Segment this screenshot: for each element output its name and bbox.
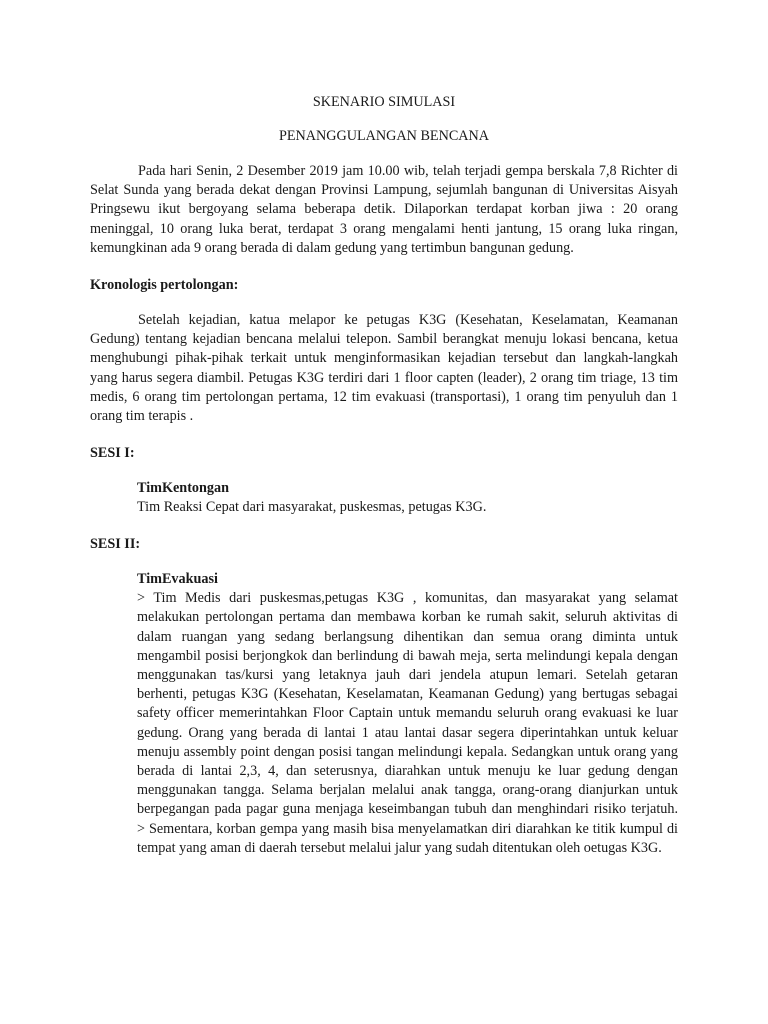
- sesi-1-heading: SESI I:: [90, 445, 135, 462]
- sesi-1-block: [137, 479, 678, 517]
- sesi-2-point-1: > Tim Medis dari puskesmas,petugas K3G , komunitas, dan masyarakat yang selamat melakukan pertolongan pertama dan membawa korban ke rumah sakit, seluruh aktivitas di dalam ruangan yang sedang berlangsung dihentikan dan semua orang diminta untuk mengambil posisi berjongkok dan berlindung di bawah meja, serta melindungi kepala dengan menggunakan tas/kursi yang letaknya jauh dari jendela atupun lemari. Setelah getaran berhenti, petugas K3G (Kesehatan, Keselamatan, Keamanan Gedung) yang bertugas sebagai safety officer memerintahkan Floor Captain untuk memandu seluruh orang evakuasi ke luar gedung. Orang yang berada di lantai 1 atau lantai dasar segera diperintahkan untuk keluar menuju assembly point dengan posisi tangan melindungi kepala. Sedangkan untuk orang yang berada di lantai 2,3, 4, dan seterusnya, diarahkan untuk menuju ke luar gedung dengan menggunakan tangga. Selama berjalan melalui anak tangga, orang-orang dianjurkan untuk berpegangan pada pagar guna menjaga keseimbangan tubuh dan menghindari risiko terjatuh.: [137, 590, 678, 818]
- kronologis-heading: Kronologis pertolongan:: [90, 277, 239, 294]
- document-title: SKENARIO SIMULASI: [312, 94, 456, 110]
- document-subtitle: PENANGGULANGAN BENCANA: [278, 128, 490, 144]
- sesi-2-point-2: > Sementara, korban gempa yang masih bisa menyelamatkan diri diarahkan ke titik kumpul di tempat yang aman di daerah tersebut melalui jalur yang sudah ditentukan oleh oetugas K3G.: [137, 820, 678, 856]
- sesi-2-block: [137, 570, 678, 858]
- intro-paragraph: Pada hari Senin, 2 Desember 2019 jam 10.00 wib, telah terjadi gempa berskala 7,8 Richter di Selat Sunda yang berada dekat dengan Provinsi Lampung, sejumlah bangunan di Universitas Aisyah Pringsewu ikut bergoyang selama beberapa detik. Dilaporkan terdapat korban jiwa : 20 orang meninggal, 10 orang luka berat, terdapat 3 orang mengalami henti jantung, 15 orang luka ringan, kemungkinan ada 9 orang berada di dalam gedung yang tertimbun bangunan gedung.: [90, 163, 678, 256]
- kronologis-paragraph: Setelah kejadian, katua melapor ke petugas K3G (Kesehatan, Keselamatan, Keamanan Gedung) tentang kejadian bencana melalui telepon. Sambil berangkat menuju lokasi bencana, ketua menghubungi pihak-pihak terkait untuk menginformasikan kejadian tersebut dan langkah-langkah yang harus segera diambil. Petugas K3G terdiri dari 1 floor capten (leader), 2 orang tim triage, 13 tim medis, 6 orang tim pertolongan pertama, 12 tim evakuasi (transportasi), 1 orang tim penyuluh dan 1 orang tim terapis .: [90, 312, 678, 425]
- sesi-1-team-name: TimKentongan: [137, 480, 229, 497]
- sesi-2-team-name: TimEvakuasi: [137, 571, 218, 588]
- sesi-2-heading: SESI II:: [90, 536, 141, 553]
- sesi-1-team-text: Tim Reaksi Cepat dari masyarakat, puskesmas, petugas K3G.: [137, 499, 487, 516]
